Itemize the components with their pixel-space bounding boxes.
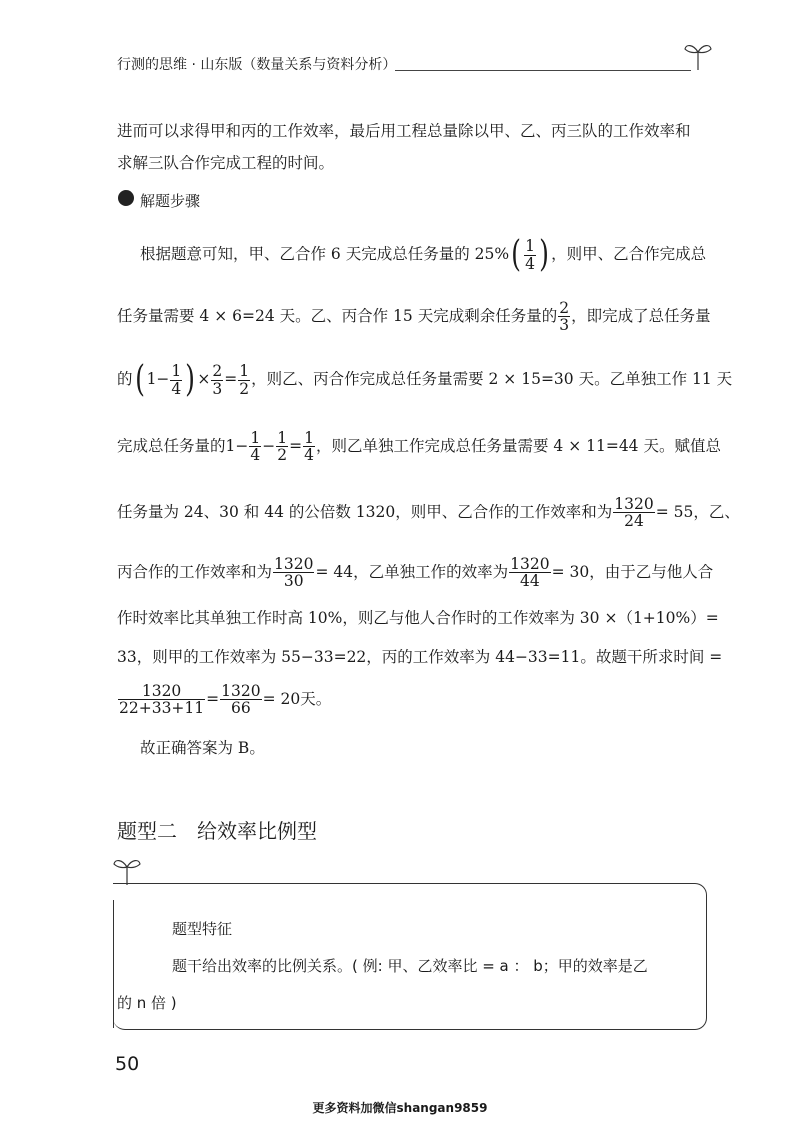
section-title: 题型二 给效率比例型 xyxy=(117,819,317,843)
solution-line-4: 完成总任务量的1− $\frac{1}{4}$ − $\frac{1}{2}$ = $\frac{1}{4}$ ，则乙单独工作完成总任务量需要 4 × 11=44 天。赋值总 xyxy=(117,429,721,465)
fraction: $\frac{1}{2}$ xyxy=(239,362,250,398)
feature-text-line-2: 的 n 倍 ) xyxy=(117,994,177,1012)
running-header: 行测的思维 · 山东版（数量关系与资料分析） xyxy=(117,57,397,73)
intro-line-2: 求解三队合作完成工程的时间。 xyxy=(117,154,335,172)
steps-icon xyxy=(118,190,134,206)
solution-line-8: 33，则甲的工作效率为 55−33=22，丙的工作效率为 44−33=11。故题干所求时间 = xyxy=(117,648,723,666)
header-rule xyxy=(395,70,691,71)
fraction: $\frac{1}{4}$ xyxy=(250,429,261,465)
sprout-icon xyxy=(113,853,141,887)
solution-line-6: 丙合作的工作效率和为 $\frac{1320}{30}$ = 44，乙单独工作的效率为 $\frac{1320}{44}$ = 30，由于乙与他人合 xyxy=(117,555,714,591)
solution-line-1: 根据题意可知，甲、乙合作 6 天完成总任务量的 25%( $\frac{1}{4}$ ) ，则甲、乙合作完成总 xyxy=(140,234,707,275)
fraction: $\frac{2}{3}$ xyxy=(212,362,223,398)
footer-note: 更多资料加微信shangan9859 xyxy=(312,1101,488,1115)
sprout-icon xyxy=(683,38,713,72)
feature-box-left-border xyxy=(113,900,114,1028)
feature-title: 题型特征 xyxy=(172,920,233,938)
page-number: 50 xyxy=(115,1053,140,1075)
solution-line-7: 作时效率比其单独工作时高 10%，则乙与他人合作时的工作效率为 30 ×（1+10%）= xyxy=(117,609,719,627)
fraction: $\frac{1}{4}$ xyxy=(171,362,182,398)
fraction: $\frac{1320}{44}$ xyxy=(510,555,550,591)
answer-line: 故正确答案为 B。 xyxy=(140,739,265,757)
intro-line-1: 进而可以求得甲和丙的工作效率，最后用工程总量除以甲、乙、丙三队的工作效率和 xyxy=(117,122,691,140)
solution-line-2: 任务量需要 4 × 6=24 天。乙、丙合作 15 天完成剩余任务量的 $\frac{2}{3}$ ，即完成了总任务量 xyxy=(117,299,711,335)
fraction: $\frac{1}{4}$ xyxy=(525,237,536,273)
solution-line-9: $\frac{1320}{22+33+11}$ = $\frac{1320}{66}$ = 20天。 xyxy=(119,682,332,718)
fraction: $\frac{2}{3}$ xyxy=(559,299,570,335)
fraction: $\frac{1320}{30}$ xyxy=(274,555,314,591)
fraction: $\frac{1}{4}$ xyxy=(304,429,314,465)
fraction: $\frac{1320}{22+33+11}$ xyxy=(119,682,205,718)
steps-label: 解题步骤 xyxy=(140,192,201,210)
solution-line-5: 任务量为 24、30 和 44 的公倍数 1320，则甲、乙合作的工作效率和为 $\frac{1320}{24}$ = 55，乙、 xyxy=(117,495,740,531)
fraction: $\frac{1320}{24}$ xyxy=(614,495,654,531)
feature-text-line-1: 题干给出效率的比例关系。( 例: 甲、乙效率比 = a ： b；甲的效率是乙 xyxy=(172,957,648,975)
fraction: $\frac{1320}{66}$ xyxy=(221,682,261,718)
solution-line-3: 的( 1− $\frac{1}{4}$ ) × $\frac{2}{3}$ = $\frac{1}{2}$ ，则乙、丙合作完成总任务量需要 2 × 15=30 天。乙单独工作 11 天 xyxy=(117,359,733,400)
fraction: $\frac{1}{2}$ xyxy=(277,429,288,465)
